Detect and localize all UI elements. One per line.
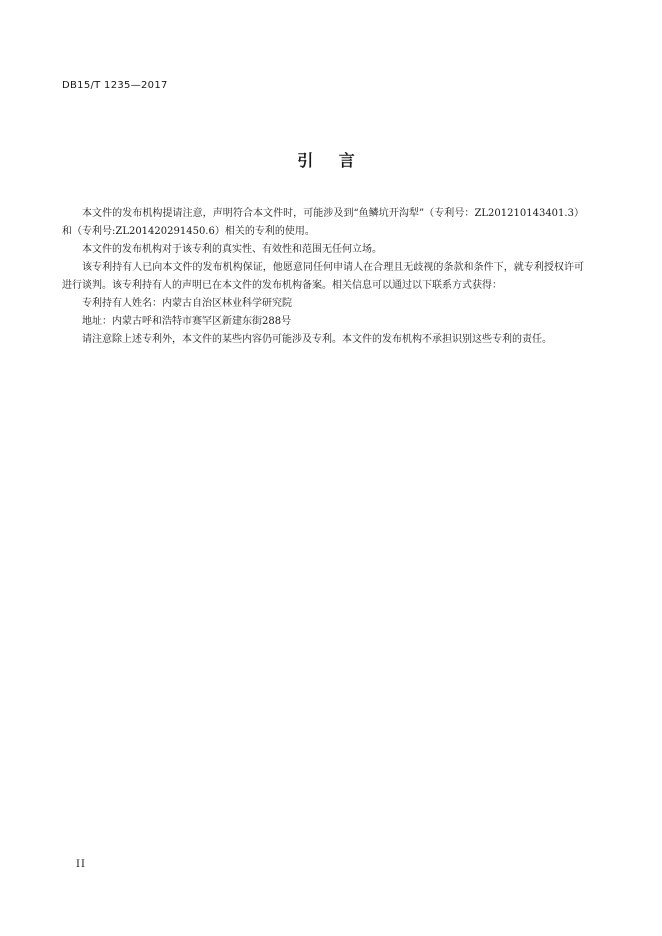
paragraph-disclaimer: 请注意除上述专利外，本文件的某些内容仍可能涉及专利。本文件的发布机构不承担识别这些专利的责任。 — [82, 334, 552, 345]
foreword-body — [62, 205, 584, 349]
page-number: II — [76, 859, 86, 870]
paragraph-patent-notice: 本文件的发布机构提请注意，声明符合本文件时，可能涉及到“鱼鳞坑开沟犁”（专利号：ZL201210143401.3）和（专利号:ZL201420291450.6）相关的专利的使用。 — [62, 208, 584, 237]
paragraph-holder-address: 地址：内蒙古呼和浩特市赛罕区新建东街288号 — [82, 316, 292, 327]
document-code: DB15/T 1235—2017 — [62, 80, 168, 91]
paragraph-no-position: 本文件的发布机构对于该专利的真实性、有效性和范围无任何立场。 — [82, 244, 382, 255]
page-title: 引 言 — [297, 151, 365, 170]
paragraph-license-assurance: 该专利持有人已向本文件的发布机构保证，他愿意同任何申请人在合理且无歧视的条款和条件下，就专利授权许可进行谈判。该专利持有人的声明已在本文件的发布机构备案。相关信息可以通过以下联系方式获得： — [62, 262, 584, 291]
paragraph-holder-name: 专利持有人姓名：内蒙古自治区林业科学研究院 — [82, 298, 292, 309]
